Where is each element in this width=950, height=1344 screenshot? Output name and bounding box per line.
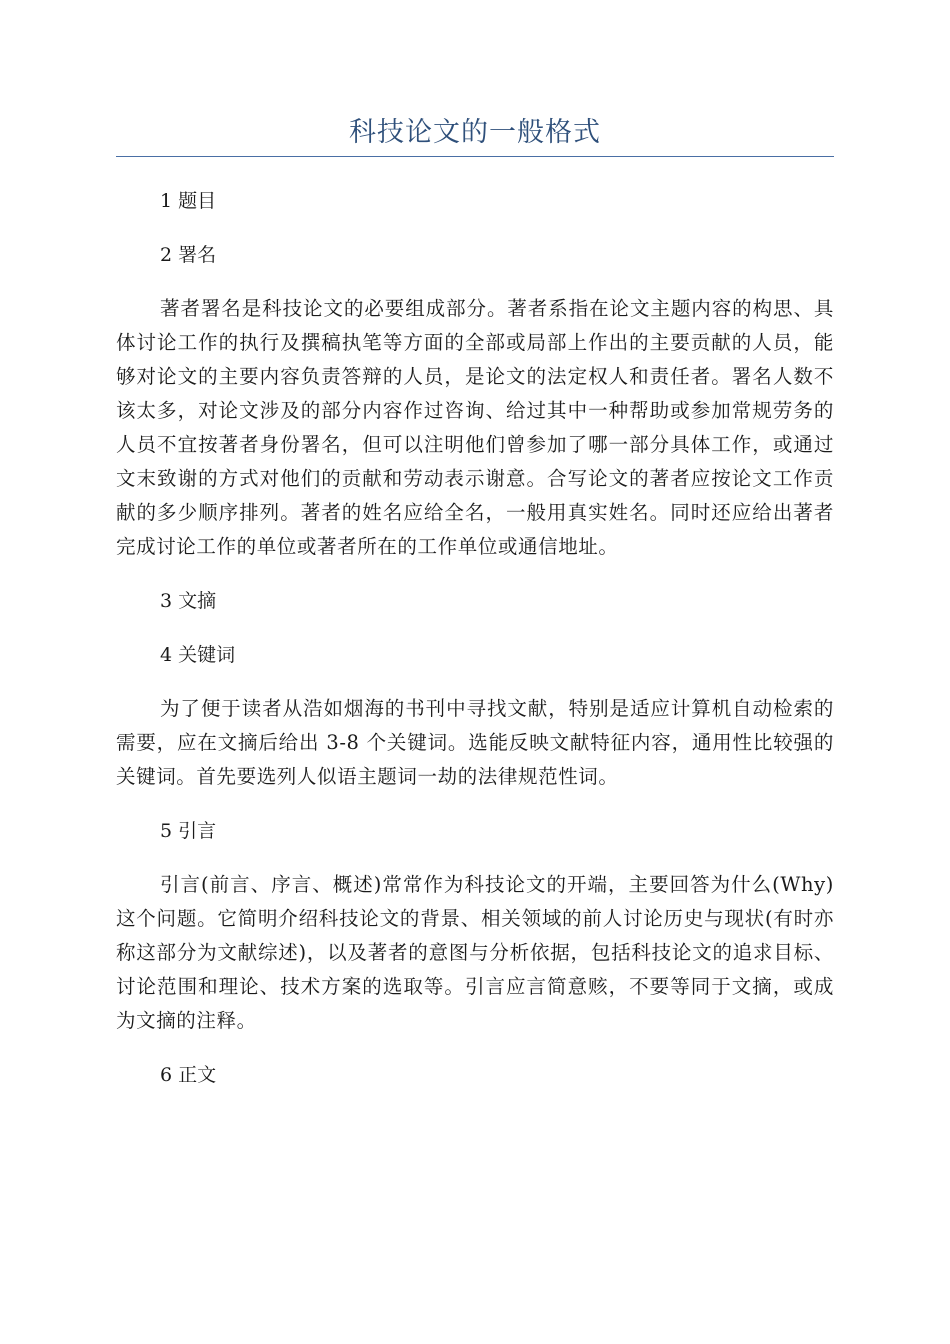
section-heading-authors: 2 署名 [160,244,217,266]
title-underline [116,156,834,157]
paragraph-keywords: 为了便于读者从浩如烟海的书刊中寻找文献，特别是适应计算机自动检索的需要，应在文摘后给出 3-8 个关键词。选能反映文献特征内容，通用性比较强的关键词。首先要选列人似语主题词一劫的法律规范性词。 [116,697,834,788]
section-heading-body: 6 正文 [160,1064,217,1086]
section-heading-title: 1 题目 [160,190,217,212]
document-page [116,110,834,1092]
section-heading-introduction: 5 引言 [160,820,217,842]
section-heading-keywords: 4 关键词 [160,644,236,666]
section-heading-abstract: 3 文摘 [160,590,217,612]
paragraph-authors: 著者署名是科技论文的必要组成部分。著者系指在论文主题内容的构思、具体讨论工作的执行及撰稿执笔等方面的全部或局部上作出的主要贡献的人员，能够对论文的主要内容负责答辩的人员，是论文的法定权人和责任者。署名人数不该太多，对论文涉及的部分内容作过咨询、给过其中一种帮助或参加常规劳务的人员不宜按著者身份署名，但可以注明他们曾参加了哪一部分具体工作，或通过文末致谢的方式对他们的贡献和劳动表示谢意。合写论文的著者应按论文工作贡献的多少顺序排列。著者的姓名应给全名，一般用真实姓名。同时还应给出著者完成讨论工作的单位或著者所在的工作单位或通信地址。 [116,297,834,558]
document-title: 科技论文的一般格式 [349,117,601,148]
paragraph-introduction: 引言(前言、序言、概述)常常作为科技论文的开端，主要回答为什么(Why)这个问题。它简明介绍科技论文的背景、相关领域的前人讨论历史与现状(有时亦称这部分为文献综述)，以及著者的意图与分析依据，包括科技论文的追求目标、讨论范围和理论、技术方案的选取等。引言应言简意赅，不要等同于文摘，或成为文摘的注释。 [116,873,834,1032]
